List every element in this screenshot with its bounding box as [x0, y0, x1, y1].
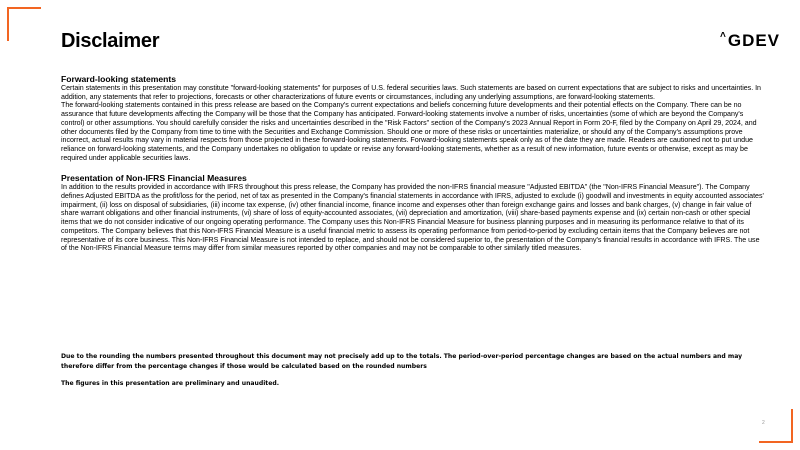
rounding-note: Due to the rounding the numbers presented throughout this document may not precisely add up to the totals. The period-over-period percentage changes are based on the actual numbers and may therefore differ from the percentage changes if those would be calculated based on the rounded numbers — [61, 353, 743, 370]
section-non-ifrs — [61, 173, 766, 253]
section-heading: Forward-looking statements — [61, 74, 177, 84]
footnotes — [61, 352, 766, 389]
section-paragraph: Certain statements in this presentation may constitute "forward-looking statements" for purposes of U.S. federal securities laws. Such statements are based on current expectations that are subject to risks and uncertainties. In addition, any statements that refer to projections, forecasts or other characterizations of future events or circumstances, including any underlying assumptions, are forward-looking statements. — [61, 84, 761, 101]
corner-accent-bottom-right — [759, 409, 793, 443]
company-logo — [720, 31, 780, 51]
section-heading: Presentation of Non-IFRS Financial Measures — [61, 173, 247, 184]
logo-text: GDEV — [727, 31, 781, 50]
corner-accent-top-left — [7, 7, 41, 41]
section-paragraph: In addition to the results provided in accordance with IFRS throughout this press release, the Company has provided the non-IFRS financial measure "Adjusted EBITDA" (the "Non-IFRS Financial Measure"). The Company defines Adjusted EBITDA as the profit/loss for the period, net of tax as presented in the Company's financial statements in accordance with IFRS, adjusted to exclude (i) goodwill and investments in equity accounted associates' impairment, (ii) loss on disposal of subsidiaries, (iii) income tax expense, (iv) other financial income, finance income and expenses other than foreign exchange gains and losses and bank charges, (v) change in fair value of share warrant obligations and other financial instruments, (vi) share of loss of equity-accounted associates, (vii) depreciation and amortization, (viii) share-based payments expense and (ix) certain non-cash or other special items that we do not consider indicative of our ongoing operating performance. The Company uses this Non-IFRS Financial Measure for business planning purposes and in measuring its performance relative to that of its competitors. The Company believes that this Non-IFRS Financial Measure is a useful financial metric to assess its operating performance from period-to-period by excluding certain items that the Company believes are not representative of its core business. This Non-IFRS Financial Measure is not intended to replace, and should not be considered superior to, the presentation of the Company's financial results in accordance with IFRS. The use of the Non-IFRS Financial Measure terms may differ from similar measures reported by other companies and may not be comparable to other similarly titled measures. — [61, 183, 764, 253]
page-number: 2 — [762, 420, 765, 426]
section-paragraph: The forward-looking statements contained in this press release are based on the Company's current expectations and beliefs concerning future developments and their potential effects on the Company. There can be no assurance that future developments affecting the Company will be those that the Company has anticipated. Forward-looking statements involve a number of risks, uncertainties (some of which are beyond the Company's control) or other assumptions. You should carefully consider the risks and uncertainties described in the "Risk Factors" section of the Company's 2023 Annual Report in Form 20-F, filed by the Company on April 29, 2024, and other documents filed by the Company from time to time with the Securities and Exchange Commission. Should one or more of these risks or uncertainties materialize, or should any of the Company's assumptions prove incorrect, actual results may vary in material respects from those projected in these forward-looking statements. Forward-looking statements speak only as of the date they are made. Readers are cautioned not to put undue reliance on forward-looking statements, and the Company undertakes no obligation to update or revise any forward-looking statements, whether as a result of new information, future events or otherwise, except as may be required under applicable securities laws. — [61, 101, 757, 162]
disclaimer-content — [61, 74, 766, 253]
logo-chevron-icon: ˄ — [720, 30, 727, 41]
preliminary-note: The figures in this presentation are preliminary and unaudited. — [61, 380, 280, 387]
page-title: Disclaimer — [61, 30, 160, 52]
section-forward-looking — [61, 74, 766, 162]
